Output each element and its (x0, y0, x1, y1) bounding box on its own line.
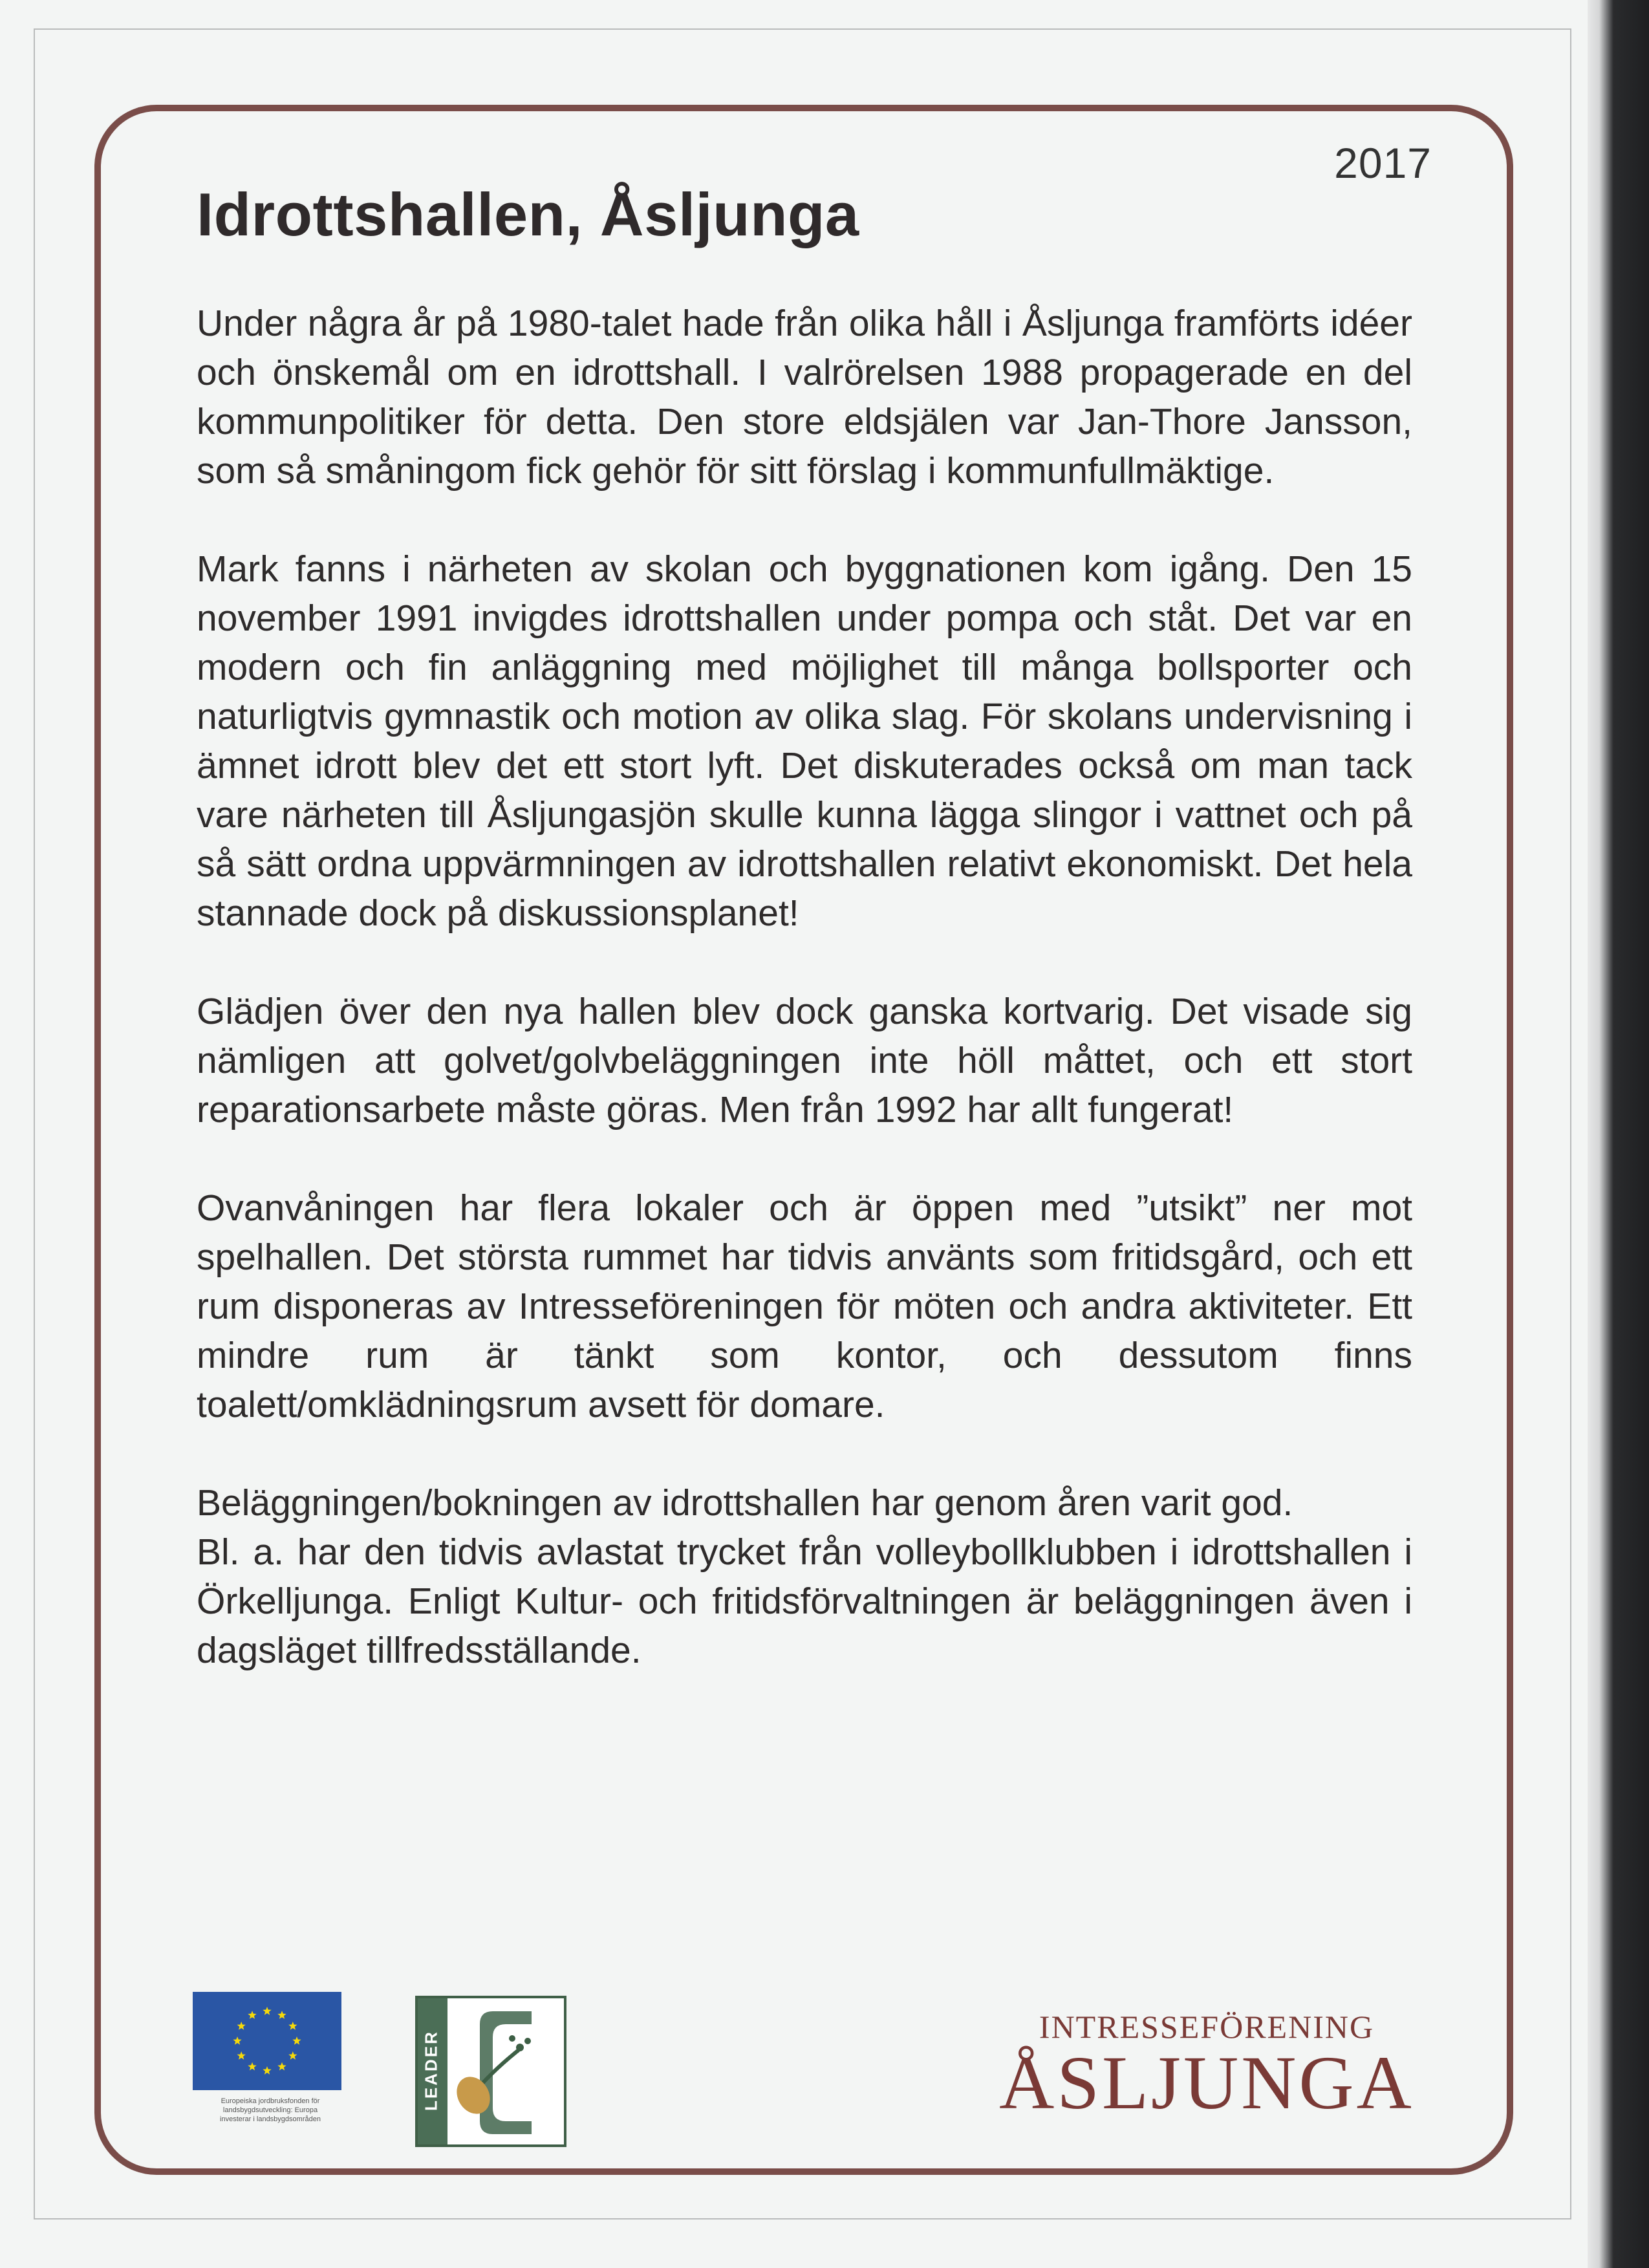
eu-caption-line: landsbygdsutveckling: Europa (222, 2106, 318, 2114)
paragraph: Under några år på 1980-talet hade från olika håll i Åsljunga framförts idéer och önskemål om en idrottshall. I valrörelsen 1988 propagerade en del kommunpolitiker för detta. Den store eldsjälen var Jan-Thore Jansson, som så småningom fick gehör för sitt förslag i kommunfullmäktige. (197, 303, 1412, 491)
scan-edge (1588, 0, 1649, 2268)
logo-title: ÅSLJUNGA (999, 2040, 1414, 2125)
leader-logo (415, 1996, 566, 2147)
leader-emblem-icon (447, 1998, 564, 2144)
paragraph: Beläggningen/bokningen av idrottshallen har genom åren varit god. (197, 1482, 1293, 1524)
document-frame (94, 105, 1513, 2175)
year-label: 2017 (1334, 139, 1432, 187)
paragraph: Glädjen över den nya hallen blev dock ganska kortvarig. Det visade sig nämligen att golvet/golvbeläggningen inte höll måttet, och ett stort reparationsarbete måste göras. Men från 1992 har allt fungerat! (197, 991, 1412, 1130)
paragraph: Mark fanns i närheten av skolan och byggnationen kom igång. Den 15 november 1991 invigdes idrottshallen under pompa och ståt. Det var en modern och fin anläggning med möjlighet till många bollsporter och naturligtvis gymnastik och motion av olika slag. För skolans undervisning i ämnet idrott blev det ett stort lyft. Det diskuterades också om man tack vare närheten till Åsljungasjön skulle kunna lägga slingor i vattnet och på så sätt ordna uppvärmningen av idrottshallen relativt ekonomiskt. Det hela stannade dock på diskussionsplanet! (197, 548, 1412, 934)
eu-flag-icon (193, 1992, 341, 2090)
eu-logo (193, 1992, 348, 2124)
leader-word: LEADER (421, 2030, 441, 2111)
eu-caption-line: Europeiska jordbruksfonden för (221, 2097, 320, 2105)
logo-subtitle: INTRESSEFÖRENING (1039, 2009, 1375, 2045)
eu-caption-line: investerar i landsbygdsområden (220, 2115, 321, 2123)
leader-strip (418, 1998, 447, 2144)
paragraph: Bl. a. har den tidvis avlastat trycket från volleybollklubben i idrottshallen i Örkelljunga. Enligt Kultur- och fritidsförvaltningen är beläggningen även i dagsläget tillfredsställande. (197, 1531, 1412, 1671)
eu-caption (193, 2097, 348, 2124)
page-title: Idrottshallen, Åsljunga (197, 180, 859, 248)
intresseforening-logo (961, 2009, 1452, 2125)
paragraph: Ovanvåningen har flera lokaler och är öppen med ”utsikt” ner mot spelhallen. Det största rummet har tidvis använts som fritidsgård, och ett rum disponeras av Intresseföreningen för möten och andra aktiviteter. Ett mindre rum är tänkt som kontor, och dessutom finns toalett/omklädningsrum avsett för domare. (197, 1187, 1412, 1425)
document-body (197, 299, 1412, 1724)
